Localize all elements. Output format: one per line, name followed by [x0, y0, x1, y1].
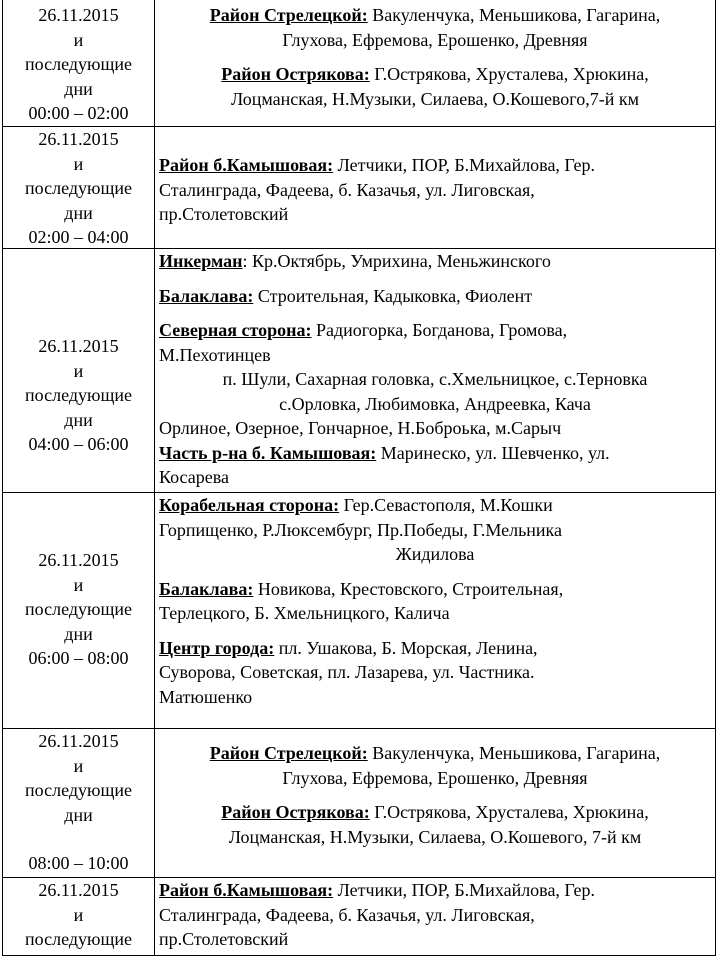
- district-label: Инкерман: [159, 251, 243, 271]
- streets-text: Маринеско, ул. Шевченко, ул.: [376, 442, 610, 463]
- time-range: 06:00 – 08:00: [28, 648, 129, 668]
- district-label: Часть р-на б. Камышовая:: [159, 442, 377, 463]
- district-paragraph: [159, 153, 711, 227]
- streets-text: п. Шули, Сахарная головка, с.Хмельницкое, с.Терновка: [222, 369, 648, 389]
- time-range: 04:00 – 06:00: [28, 434, 129, 454]
- streets-text: Косарева: [159, 467, 229, 487]
- streets-text: Строительная, Кадыковка, Фиолент: [253, 285, 533, 306]
- table-row: [3, 493, 715, 729]
- date-following: последующие: [25, 178, 132, 198]
- date-cell: [3, 0, 155, 126]
- district-paragraph: [159, 577, 711, 626]
- streets-text: Лоцманская, Н.Музыки, Силаева, О.Кошевого, 7-й км: [228, 826, 642, 847]
- date: 26.11.2015: [38, 5, 119, 25]
- streets-text: Орлиное, Озерное, Гончарное, Н.Боброька, м.Сарыч: [159, 418, 562, 438]
- streets-text: Глухова, Ефремова, Ерошенко, Древняя: [282, 767, 588, 788]
- date-and: и: [73, 153, 84, 174]
- streets-text: Матюшенко: [159, 686, 253, 707]
- district-label: Центр города:: [159, 637, 275, 658]
- streets-text: пр.Столетовский: [159, 929, 289, 949]
- streets-text: пл. Ушакова, Б. Морская, Ленина,: [274, 637, 538, 658]
- districts-cell: [155, 249, 715, 492]
- district-paragraph: [159, 741, 711, 790]
- streets-text: Глухова, Ефремова, Ерошенко, Древняя: [282, 29, 588, 50]
- streets-text: пр.Столетовский: [159, 204, 289, 224]
- date-following: последующие: [25, 599, 132, 619]
- district-paragraph: [159, 62, 711, 111]
- time-range: 02:00 – 04:00: [28, 227, 129, 247]
- streets-text: Г.Острякова, Хрусталева, Хрюкина,: [369, 802, 649, 822]
- date: 26.11.2015: [38, 880, 119, 900]
- date-following: последующие: [25, 54, 132, 74]
- district-label: Корабельная сторона:: [159, 495, 340, 515]
- districts-cell: [155, 729, 715, 877]
- date-and: и: [73, 755, 84, 776]
- date-cell: [3, 878, 155, 955]
- streets-text: Сталинграда, Фадеева, б. Казачья, ул. Лиговская,: [159, 904, 535, 925]
- district-label: Район б.Камышовая:: [159, 880, 334, 900]
- date-cell: [3, 493, 155, 728]
- streets-text: М.Пехотинцев: [159, 344, 271, 365]
- streets-text: Радиогорка, Богданова, Громова,: [311, 320, 568, 340]
- district-paragraph: [159, 284, 711, 309]
- streets-text: Жидилова: [395, 544, 475, 564]
- streets-text: Гер.Севастополя, М.Кошки: [339, 495, 553, 515]
- district-label: Район Стрелецкой:: [209, 743, 368, 763]
- streets-text: Сталинграда, Фадеева, б. Казачья, ул. Лиговская,: [159, 179, 535, 200]
- streets-text: Г.Острякова, Хрусталева, Хрюкина,: [369, 64, 649, 84]
- district-paragraph: [159, 249, 711, 274]
- date-and: и: [73, 29, 84, 50]
- district-paragraph: [159, 318, 711, 441]
- districts-cell: [155, 878, 715, 955]
- district-label: Район Острякова:: [221, 64, 370, 84]
- district-label: Район б.Камышовая:: [159, 155, 334, 175]
- date-and: и: [73, 360, 84, 381]
- date-following: последующие: [25, 780, 132, 800]
- streets-text: Летчики, ПОР, Б.Михайлова, Гер.: [333, 880, 595, 900]
- streets-text: Вакуленчука, Меньшикова, Гагарина,: [367, 5, 661, 25]
- districts-cell: [155, 127, 715, 248]
- table-row: [3, 249, 715, 493]
- district-label: Балаклава:: [159, 578, 254, 599]
- district-label: Район Острякова:: [221, 802, 370, 822]
- date-following: последующие: [25, 929, 132, 949]
- schedule-table: [2, 0, 716, 956]
- district-paragraph: [159, 493, 711, 567]
- table-row: [3, 0, 715, 127]
- district-paragraph: [159, 441, 711, 490]
- streets-text: Летчики, ПОР, Б.Михайлова, Гер.: [333, 155, 595, 175]
- district-paragraph: [159, 878, 711, 952]
- district-label: Балаклава:: [159, 285, 254, 306]
- date-days: дни: [64, 78, 93, 99]
- streets-text: Вакуленчука, Меньшикова, Гагарина,: [367, 743, 661, 763]
- district-label: Северная сторона:: [159, 320, 312, 340]
- time-range: 00:00 – 02:00: [28, 103, 129, 123]
- date-days: дни: [64, 623, 93, 644]
- date-following: последующие: [25, 385, 132, 405]
- districts-cell: [155, 493, 715, 728]
- date-cell: [3, 249, 155, 492]
- streets-text: Лоцманская, Н.Музыки, Силаева, О.Кошевого,7-й км: [230, 88, 640, 109]
- district-paragraph: [159, 800, 711, 849]
- date: 26.11.2015: [38, 129, 119, 149]
- date-and: и: [73, 574, 84, 595]
- district-paragraph: [159, 636, 711, 710]
- date: 26.11.2015: [38, 550, 119, 570]
- district-paragraph: [159, 3, 711, 52]
- streets-text: Терлецкого, Б. Хмельницкого, Калича: [159, 603, 450, 623]
- district-label: Район Стрелецкой:: [209, 5, 368, 25]
- date-days: дни: [64, 202, 93, 223]
- table-row: [3, 878, 715, 955]
- time-range: 08:00 – 10:00: [28, 853, 129, 873]
- streets-text: с.Орловка, Любимовка, Андреевка, Кача: [279, 393, 591, 414]
- table-row: [3, 729, 715, 878]
- streets-text: Горпищенко, Р.Люксембург, Пр.Победы, Г.Мельника: [159, 519, 563, 540]
- table-row: [3, 127, 715, 249]
- date-cell: [3, 729, 155, 877]
- date-cell: [3, 127, 155, 248]
- date: 26.11.2015: [38, 336, 119, 356]
- date-and: и: [73, 904, 84, 925]
- date-days: дни: [64, 409, 93, 430]
- streets-text: Суворова, Советская, пл. Лазарева, ул. Частника.: [159, 662, 535, 682]
- streets-text: Новикова, Крестовского, Строительная,: [253, 578, 564, 599]
- districts-cell: [155, 0, 715, 126]
- date-days: дни: [64, 804, 93, 825]
- streets-text: : Кр.Октябрь, Умрихина, Меньжинского: [242, 251, 551, 271]
- date: 26.11.2015: [38, 731, 119, 751]
